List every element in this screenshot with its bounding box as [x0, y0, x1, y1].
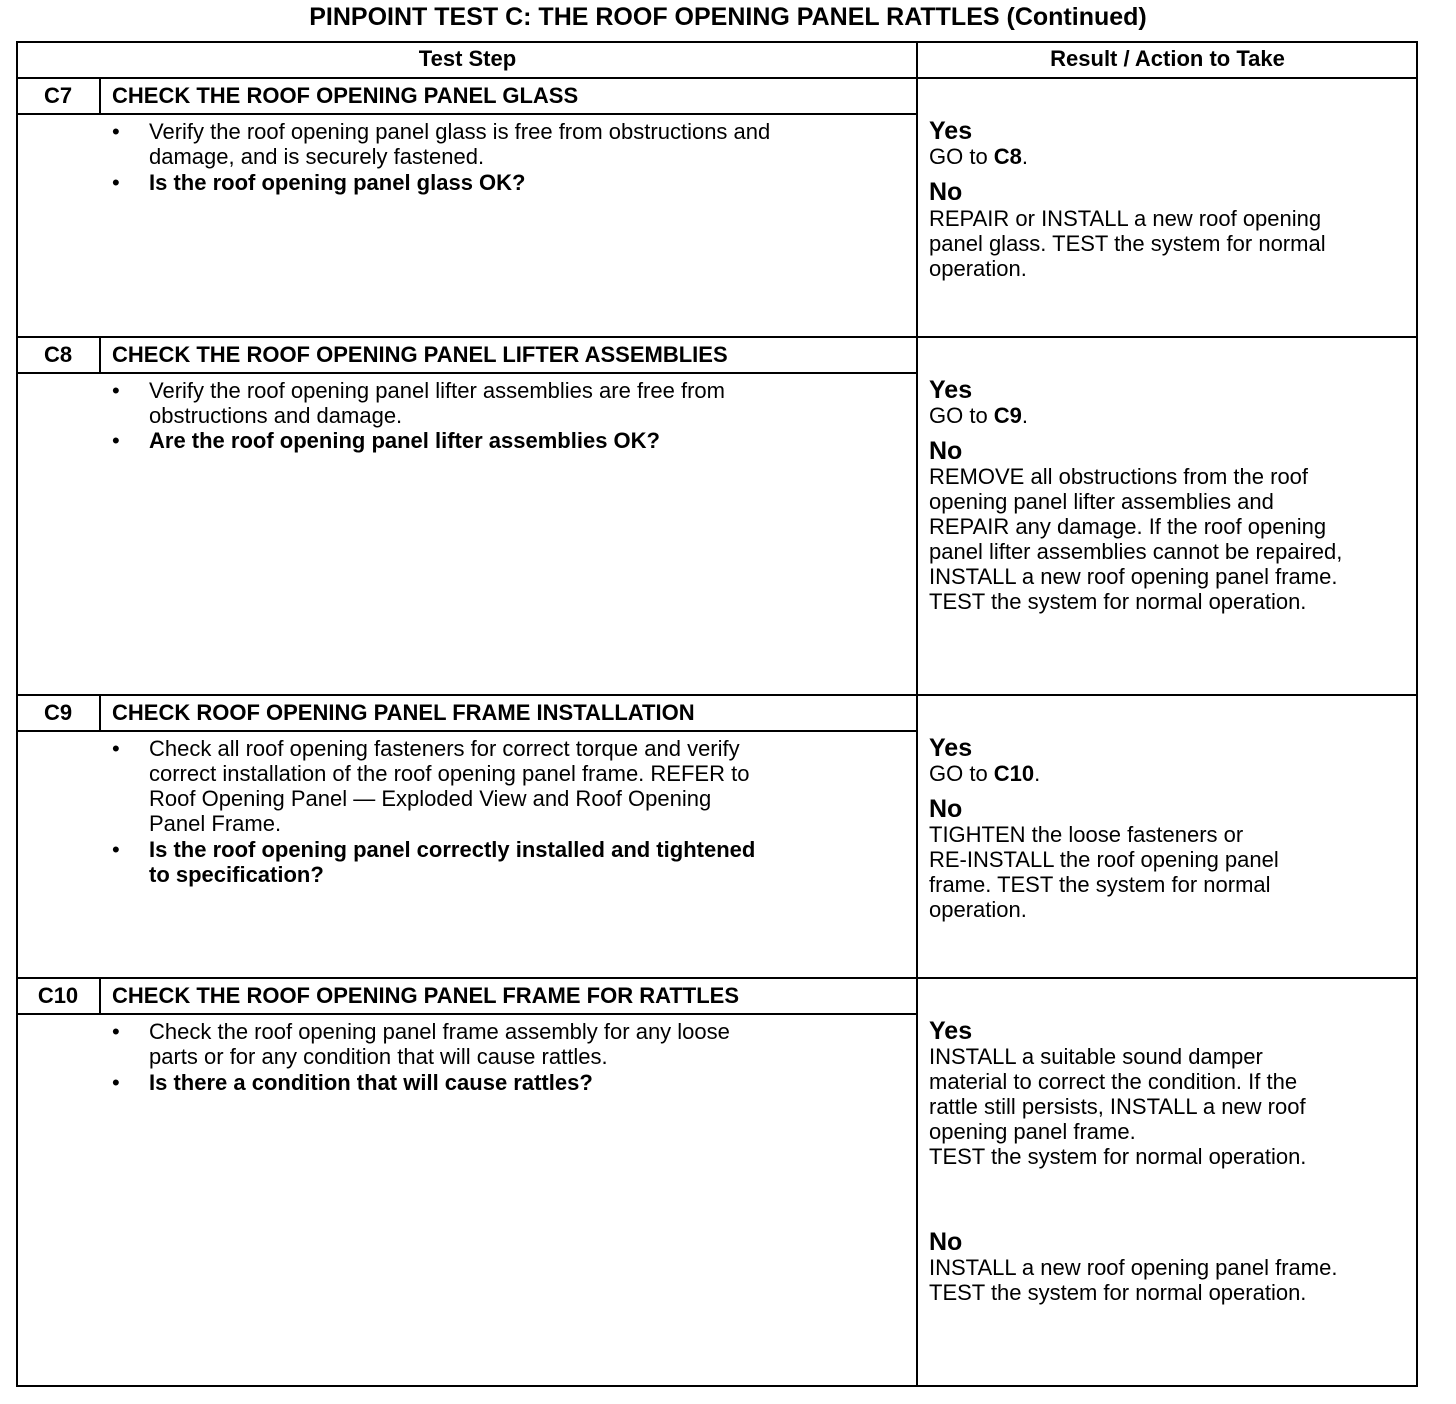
instruction-line: Verify the roof opening panel glass is free from obstructions and: [149, 119, 771, 144]
step-id: C7: [43, 83, 73, 108]
bullet-icon: •: [112, 378, 120, 403]
instruction-line: Check all roof opening fasteners for correct torque and verify: [149, 736, 740, 761]
no-action-line: TEST the system for normal operation.: [929, 1280, 1307, 1305]
step-title-underline: [16, 730, 917, 732]
question-line: Is the roof opening panel glass OK?: [149, 170, 526, 195]
yes-action: GO to C9.: [929, 403, 1029, 428]
no-action-line: operation.: [929, 897, 1027, 922]
question-line: Are the roof opening panel lifter assemblies OK?: [149, 428, 660, 453]
no-action-line: RE-INSTALL the roof opening panel: [929, 847, 1279, 872]
yes-action-line: TEST the system for normal operation.: [929, 1144, 1307, 1169]
yes-action: GO to C8.: [929, 144, 1029, 169]
yes-step-ref: C8: [993, 144, 1022, 169]
step-title: CHECK ROOF OPENING PANEL FRAME INSTALLATION: [112, 700, 695, 725]
no-action-line: INSTALL a new roof opening panel frame.: [929, 1255, 1338, 1280]
step-title: CHECK THE ROOF OPENING PANEL FRAME FOR RATTLES: [112, 983, 740, 1008]
yes-step-ref: C10: [993, 761, 1035, 786]
no-action-line: opening panel lifter assemblies and: [929, 489, 1274, 514]
step-id: C8: [43, 342, 73, 367]
instruction-line: damage, and is securely fastened.: [149, 144, 485, 169]
no-action-line: panel lifter assemblies cannot be repaired,: [929, 539, 1343, 564]
step-id: C10: [37, 983, 79, 1008]
no-action-line: INSTALL a new roof opening panel frame.: [929, 564, 1338, 589]
step-title: CHECK THE ROOF OPENING PANEL LIFTER ASSEMBLIES: [112, 342, 728, 367]
no-label: No: [929, 178, 963, 206]
row-divider: [16, 336, 1418, 338]
yes-action-line: material to correct the condition. If the: [929, 1069, 1298, 1094]
no-label: No: [929, 1228, 963, 1256]
no-label: No: [929, 795, 963, 823]
yes-label: Yes: [929, 376, 973, 404]
page-title: PINPOINT TEST C: THE ROOF OPENING PANEL RATTLES (Continued): [309, 3, 1147, 31]
instruction-line: obstructions and damage.: [149, 403, 403, 428]
row-divider: [16, 694, 1418, 696]
step-title-underline: [16, 1013, 917, 1015]
instruction-line: Check the roof opening panel frame assembly for any loose: [149, 1019, 730, 1044]
yes-action-line: opening panel frame.: [929, 1119, 1136, 1144]
yes-label: Yes: [929, 117, 973, 145]
no-action-line: REPAIR or INSTALL a new roof opening: [929, 206, 1322, 231]
question-line: Is there a condition that will cause rattles?: [149, 1070, 593, 1095]
bullet-icon: •: [112, 736, 120, 761]
bullet-icon: •: [112, 428, 120, 453]
step-title-underline: [16, 113, 917, 115]
header-divider: [16, 77, 1418, 79]
instruction-line: Verify the roof opening panel lifter assemblies are free from: [149, 378, 725, 403]
question-line: Is the roof opening panel correctly installed and tightened: [149, 837, 756, 862]
step-id: C9: [43, 700, 73, 725]
no-action-line: TIGHTEN the loose fasteners or: [929, 822, 1244, 847]
step-id-separator: [99, 336, 101, 373]
column-divider: [916, 41, 918, 1387]
no-action-line: panel glass. TEST the system for normal: [929, 231, 1326, 256]
header-result: Result / Action to Take: [1050, 46, 1285, 71]
step-title: CHECK THE ROOF OPENING PANEL GLASS: [112, 83, 579, 108]
step-title-underline: [16, 372, 917, 374]
no-action-line: REMOVE all obstructions from the roof: [929, 464, 1309, 489]
yes-action-line: INSTALL a suitable sound damper: [929, 1044, 1263, 1069]
instruction-line: Roof Opening Panel — Exploded View and Roof Opening: [149, 786, 712, 811]
instruction-line: parts or for any condition that will cause rattles.: [149, 1044, 608, 1069]
header-test-step: Test Step: [418, 46, 517, 71]
yes-label: Yes: [929, 1017, 973, 1045]
yes-action-line: rattle still persists, INSTALL a new roof: [929, 1094, 1306, 1119]
yes-step-ref: C9: [993, 403, 1022, 428]
bullet-icon: •: [112, 119, 120, 144]
step-id-separator: [99, 77, 101, 114]
question-line: to specification?: [149, 862, 324, 887]
step-id-separator: [99, 977, 101, 1014]
instruction-line: correct installation of the roof opening panel frame. REFER to: [149, 761, 750, 786]
yes-action: GO to C10.: [929, 761, 1041, 786]
yes-label: Yes: [929, 734, 973, 762]
instruction-line: Panel Frame.: [149, 811, 282, 836]
no-action-line: TEST the system for normal operation.: [929, 589, 1307, 614]
no-action-line: operation.: [929, 256, 1027, 281]
step-id-separator: [99, 694, 101, 731]
row-divider: [16, 977, 1418, 979]
bullet-icon: •: [112, 170, 120, 195]
bullet-icon: •: [112, 837, 120, 862]
no-action-line: frame. TEST the system for normal: [929, 872, 1271, 897]
bullet-icon: •: [112, 1019, 120, 1044]
bullet-icon: •: [112, 1070, 120, 1095]
no-action-line: REPAIR any damage. If the roof opening: [929, 514, 1327, 539]
no-label: No: [929, 437, 963, 465]
